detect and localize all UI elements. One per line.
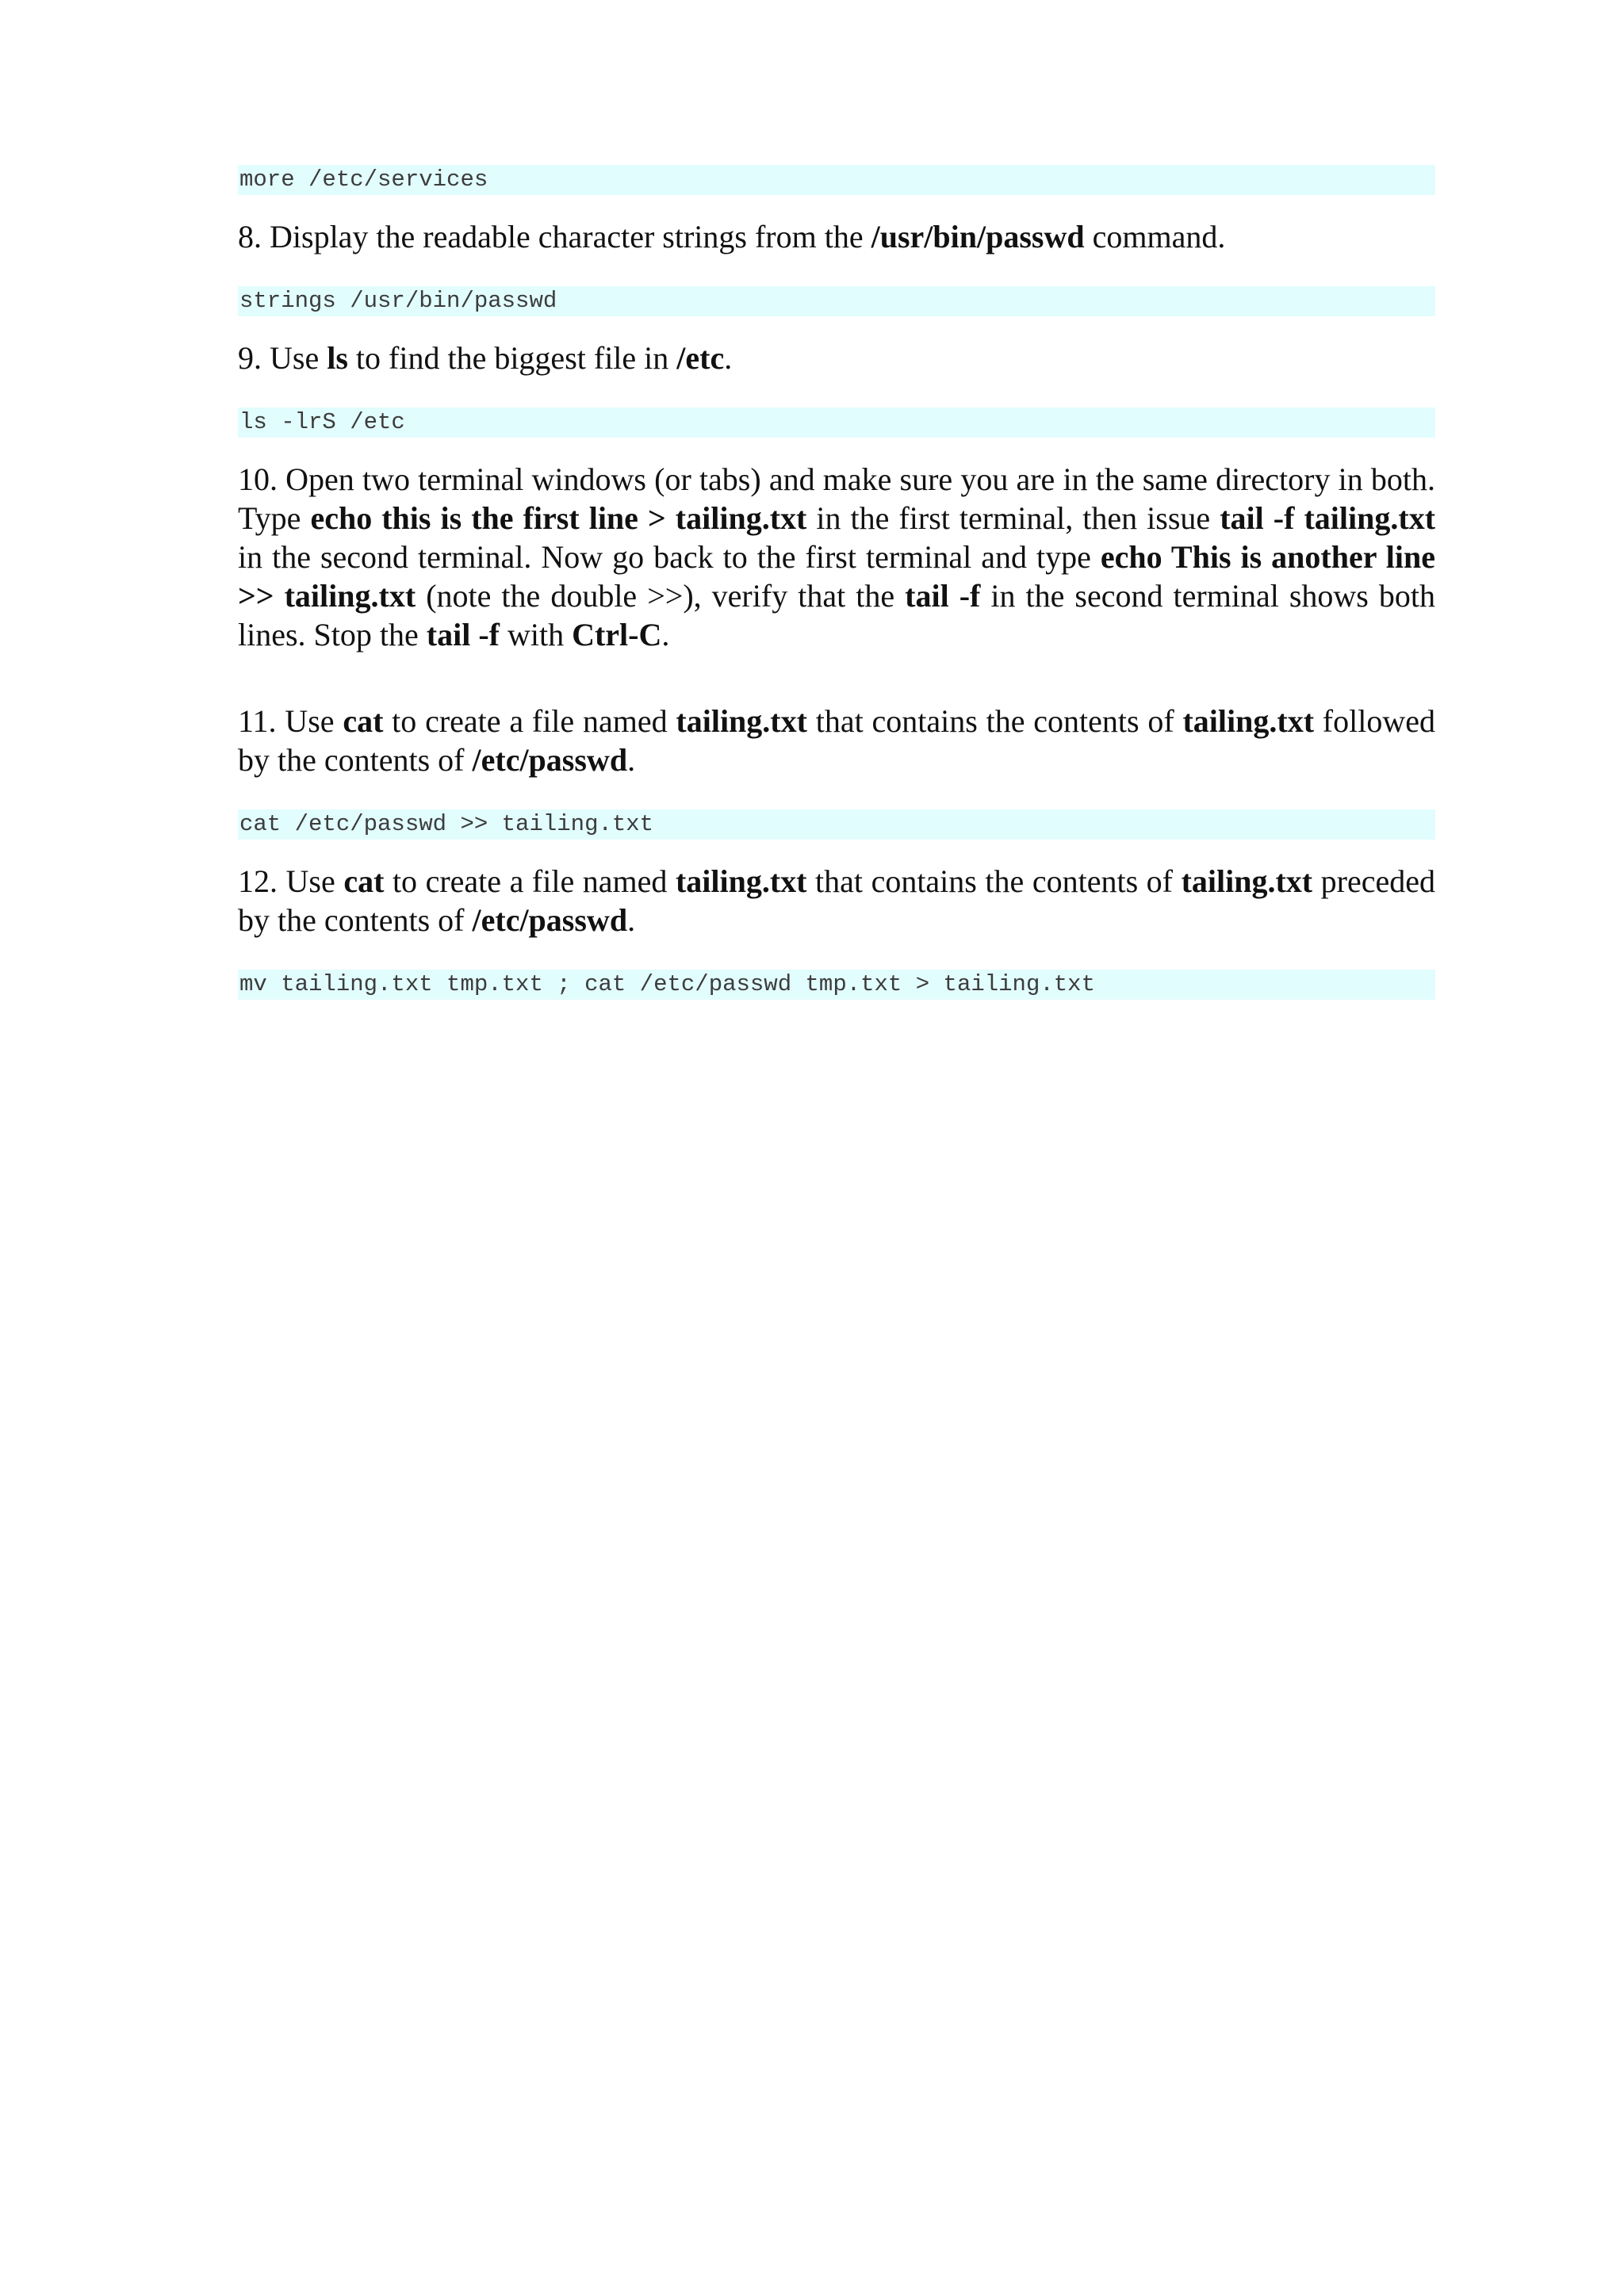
text-run: that contains the contents of <box>806 863 1182 899</box>
text-run: 11. Use <box>238 703 343 739</box>
text-run: to create a file named <box>383 703 676 739</box>
text-run: 12. Use <box>238 863 344 899</box>
text-run: in the second terminal. Now go back to the first terminal and type <box>238 539 1101 575</box>
text-run: preceded by the contents of <box>238 863 1435 938</box>
text-run: . <box>627 902 636 938</box>
exercise-9 <box>238 339 1435 377</box>
exercise-12 <box>238 862 1435 939</box>
text-run: command. <box>1084 219 1226 254</box>
text-run: followed by the contents of <box>238 703 1435 778</box>
text-run: 8. Display the readable character strings from the <box>238 219 871 254</box>
page-content <box>238 165 1435 1000</box>
exercise-11 <box>238 702 1435 779</box>
text-run: 10. Open two terminal windows (or tabs) and make sure you are in the same directory in both. Type <box>238 461 1435 536</box>
text-run-bold: tail -f <box>426 617 500 652</box>
text-run-bold: tailing.txt <box>676 703 807 739</box>
text-run-bold: /etc/passwd <box>472 902 628 938</box>
text-run: . <box>661 617 670 652</box>
text-run-bold: tailing.txt <box>675 863 807 899</box>
code-block-more-services: more /etc/services <box>238 165 1435 195</box>
text-run-bold: tail -f <box>905 578 981 614</box>
text-run: 9. Use <box>238 340 327 376</box>
exercise-10 <box>238 460 1435 654</box>
text-run-bold: /usr/bin/passwd <box>871 219 1085 254</box>
text-run: in the first terminal, then issue <box>806 500 1220 536</box>
text-run-bold: /etc <box>676 340 725 376</box>
text-run: . <box>724 340 733 376</box>
text-run: to find the biggest file in <box>347 340 677 376</box>
text-run-bold: cat <box>343 703 384 739</box>
text-run: that contains the contents of <box>806 703 1183 739</box>
text-run-bold: cat <box>343 863 385 899</box>
code-block-cat-append: cat /etc/passwd >> tailing.txt <box>238 809 1435 840</box>
text-run-bold: tailing.txt <box>1181 863 1313 899</box>
text-run-bold: tail -f tailing.txt <box>1220 500 1436 536</box>
code-block-strings: strings /usr/bin/passwd <box>238 286 1435 316</box>
text-run: . <box>627 742 636 778</box>
text-run-bold: /etc/passwd <box>472 742 628 778</box>
text-run: in the second terminal shows both lines. Stop the <box>238 578 1436 652</box>
text-run: with <box>499 617 573 652</box>
text-run-bold: Ctrl-C <box>572 617 662 652</box>
code-block-ls: ls -lrS /etc <box>238 408 1435 438</box>
text-run: (note the double >>), verify that the <box>416 578 906 614</box>
text-run-bold: echo this is the first line > tailing.txt <box>310 500 807 536</box>
text-run-bold: tailing.txt <box>1182 703 1315 739</box>
exercise-8 <box>238 217 1435 256</box>
code-block-mv-cat: mv tailing.txt tmp.txt ; cat /etc/passwd tmp.txt > tailing.txt <box>238 970 1435 1000</box>
text-run-bold: echo This is another line >> tailing.txt <box>238 539 1435 614</box>
text-run: to create a file named <box>384 863 676 899</box>
text-run-bold: ls <box>327 340 348 376</box>
